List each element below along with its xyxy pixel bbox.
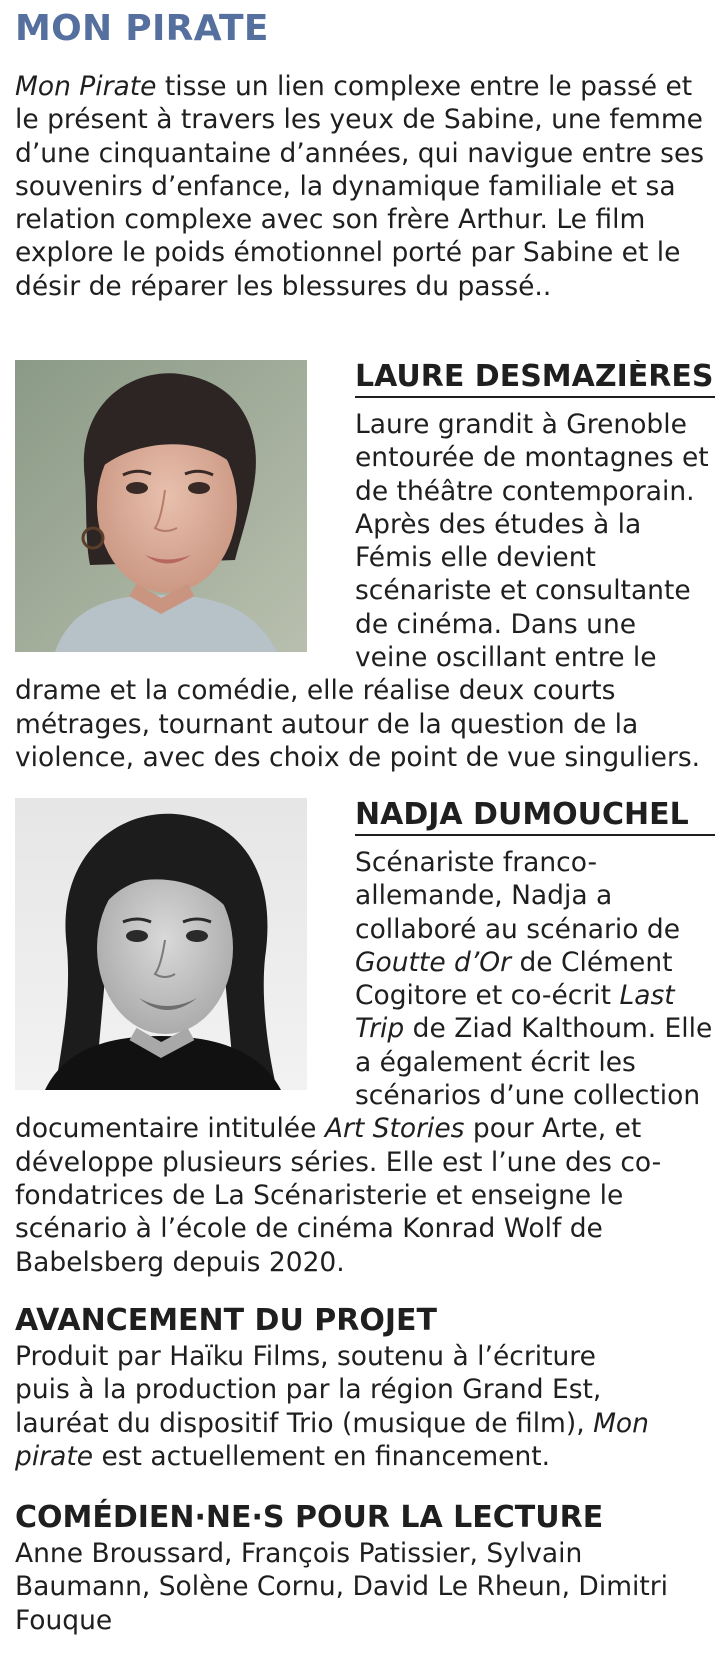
laure-portrait-photo bbox=[15, 360, 307, 652]
comediens-heading: COMÉDIEN·NE·S POUR LA LECTURE bbox=[15, 1500, 604, 1535]
nadja-portrait-photo bbox=[15, 798, 307, 1090]
avancement-text-1: Produit par Haïku Films, soutenu à l’écriture puis à la production par la région Grand Est, lauréat du dispositif Trio (musique de film), bbox=[15, 1341, 602, 1439]
nadja-bio-text-3: de Ziad Kalthoum. Elle a également écrit les scénarios d’une collection documentaire intitulée bbox=[15, 1013, 713, 1145]
intro-film-title: Mon Pirate bbox=[15, 71, 157, 102]
nadja-bio-text-4: pour Arte, et développe plusieurs séries. Elle est l’une des co-fondatrices de La Scénaristerie et enseigne le scénario à l’école de cinéma Konrad Wolf de Babelsberg depuis 2020. bbox=[15, 1113, 662, 1278]
comediens-list: Anne Broussard, François Patissier, Sylvain Baumann, Solène Cornu, David Le Rheun, Dimitri Fouque bbox=[15, 1538, 669, 1636]
avancement-text-2: est actuellement en financement. bbox=[93, 1440, 551, 1472]
profile-nadja bbox=[15, 798, 715, 1279]
avancement-film-title: Mon pirate bbox=[15, 1407, 649, 1472]
intro-text: tisse un lien complexe entre le passé et le présent à travers les yeux de Sabine, une femme d’une cinquantaine d’années, qui navigue entre ses souvenirs d’enfance, la dynamique familiale et sa relation complexe avec son frère Arthur. Le film explore le poids émotionnel porté par Sabine et le désir de réparer les blessures du passé.. bbox=[15, 71, 705, 302]
nadja-work-goutte-dor: Goutte d’Or bbox=[355, 946, 512, 978]
nadja-work-last-trip: Last Trip bbox=[355, 980, 675, 1045]
profile-laure bbox=[15, 360, 715, 774]
intro-paragraph bbox=[15, 70, 710, 303]
avancement-paragraph bbox=[15, 1340, 655, 1473]
nadja-work-art-stories: Art Stories bbox=[324, 1113, 465, 1145]
nadja-bio-text-1: Scénariste franco-allemande, Nadja a collaboré au scénario de bbox=[355, 847, 681, 945]
page-title: MON PIRATE bbox=[15, 8, 269, 49]
nadja-name-heading: NADJA DUMOUCHEL bbox=[355, 798, 715, 836]
laure-name-heading: LAURE DESMAZIÈRES bbox=[355, 360, 715, 398]
laure-bio: Laure grandit à Grenoble entourée de montagnes et de théâtre contemporain. Après des études à la Fémis elle devient scénariste et consultante de cinéma. Dans une veine oscillant entre le drame et la comédie, elle réalise deux courts métrages, tournant autour de la question de la violence, avec des choix de point de vue singuliers. bbox=[15, 409, 709, 773]
nadja-bio-text-2: de Clément Cogitore et co-écrit bbox=[355, 946, 673, 1012]
avancement-heading: AVANCEMENT DU PROJET bbox=[15, 1303, 437, 1338]
